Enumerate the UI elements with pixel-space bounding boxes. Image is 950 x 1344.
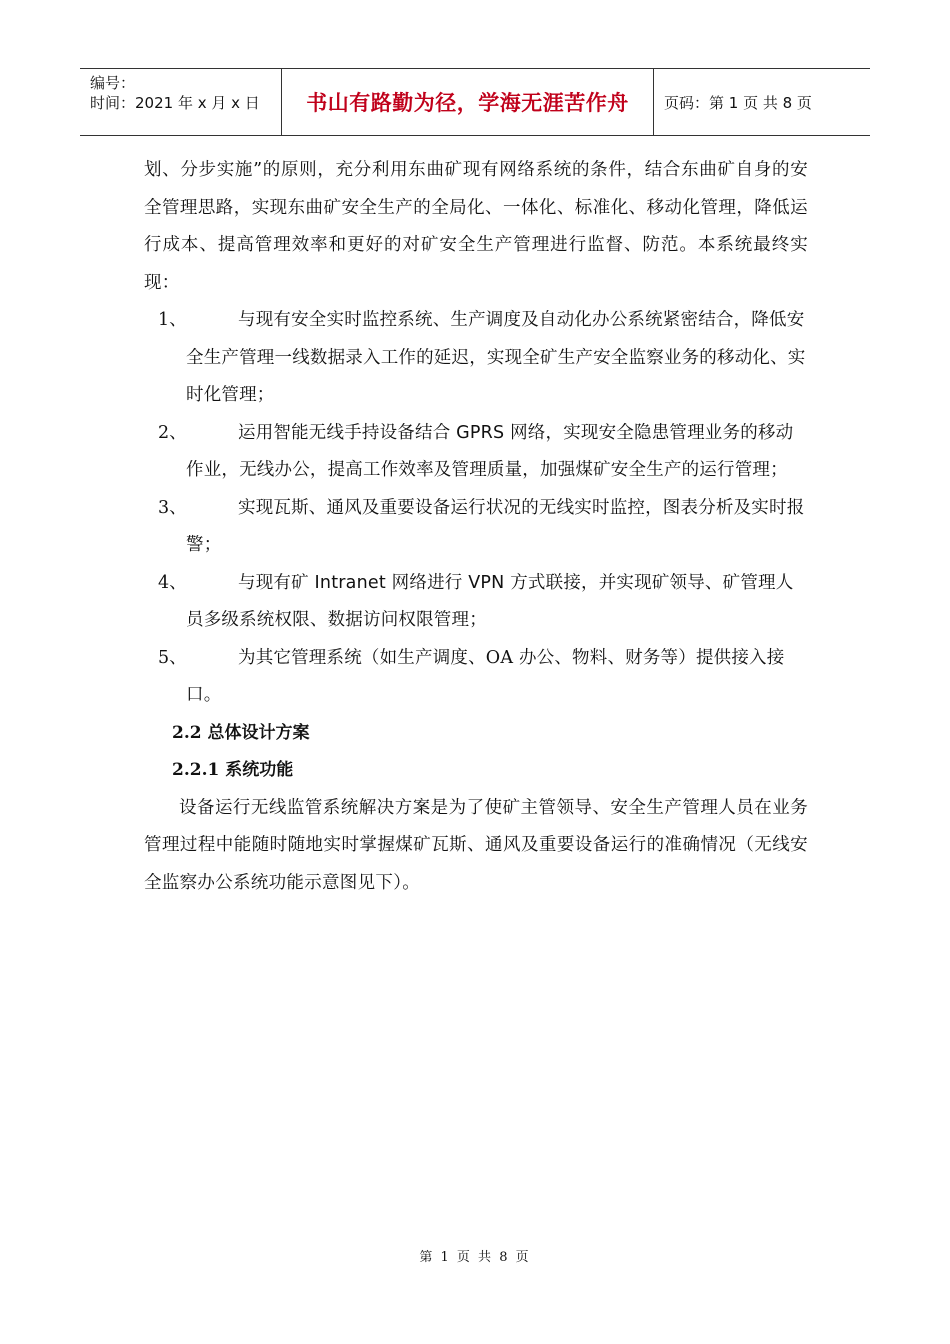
header-page-code: 页码：第 1 页 共 8 页 (664, 93, 812, 112)
header-motto: 书山有路勤为径，学海无涯苦作舟 (282, 69, 654, 135)
list-item-number: 1、 (158, 310, 187, 330)
list-item-number: 2、 (158, 422, 187, 443)
list-item (144, 415, 808, 490)
list-item-text: 与现有矿 Intranet 网络进行 VPN 方式联接，并实现矿领导、矿管理人员多级系统权限、数据访问权限管理； (186, 572, 794, 630)
intro-paragraph: 划、分步实施”的原则，充分利用东曲矿现有网络系统的条件，结合东曲矿自身的安全管理思路，实现东曲矿安全生产的全局化、一体化、标准化、移动化管理，降低运行成本、提高管理效率和更好的对矿安全生产管理进行监督、防范。本系统最终实现： (144, 160, 808, 293)
list-item-text: 实现瓦斯、通风及重要设备运行状况的无线实时监控，图表分析及实时报警； (186, 497, 805, 555)
list-item (144, 302, 808, 415)
page-header (80, 68, 870, 136)
goals-list (144, 302, 808, 715)
closing-paragraph: 设备运行无线监管系统解决方案是为了使矿主管领导、安全生产管理人员在业务管理过程中能随时随地实时掌握煤矿瓦斯、通风及重要设备运行的准确情况（无线安全监察办公系统功能示意图见下）。 (144, 797, 808, 893)
document-body (144, 152, 808, 902)
page-footer: 第 1 页 共 8 页 (419, 1250, 531, 1265)
list-item-text: 与现有安全实时监控系统、生产调度及自动化办公系统紧密结合，降低安全生产管理一线数据录入工作的延迟，实现全矿生产安全监察业务的移动化、实时化管理； (186, 310, 806, 405)
document-date: 时间：2021 年 x 月 x 日 (90, 94, 260, 112)
list-item-text: 为其它管理系统（如生产调度、OA 办公、物料、财务等）提供接入接口。 (186, 647, 785, 705)
section-heading: 2.2 总体设计方案 (172, 722, 310, 743)
list-item (144, 565, 808, 640)
header-meta (80, 69, 282, 135)
list-item-number: 3、 (158, 497, 187, 518)
list-item (144, 640, 808, 715)
subsection-heading: 2.2.1 系统功能 (172, 760, 294, 780)
list-item (144, 490, 808, 565)
list-item-number: 4、 (158, 572, 187, 593)
document-number: 编号： (90, 74, 136, 92)
list-item-text: 运用智能无线手持设备结合 GPRS 网络，实现安全隐患管理业务的移动作业，无线办公，提高工作效率及管理质量，加强煤矿安全生产的运行管理； (186, 422, 794, 480)
list-item-number: 5、 (158, 647, 187, 668)
